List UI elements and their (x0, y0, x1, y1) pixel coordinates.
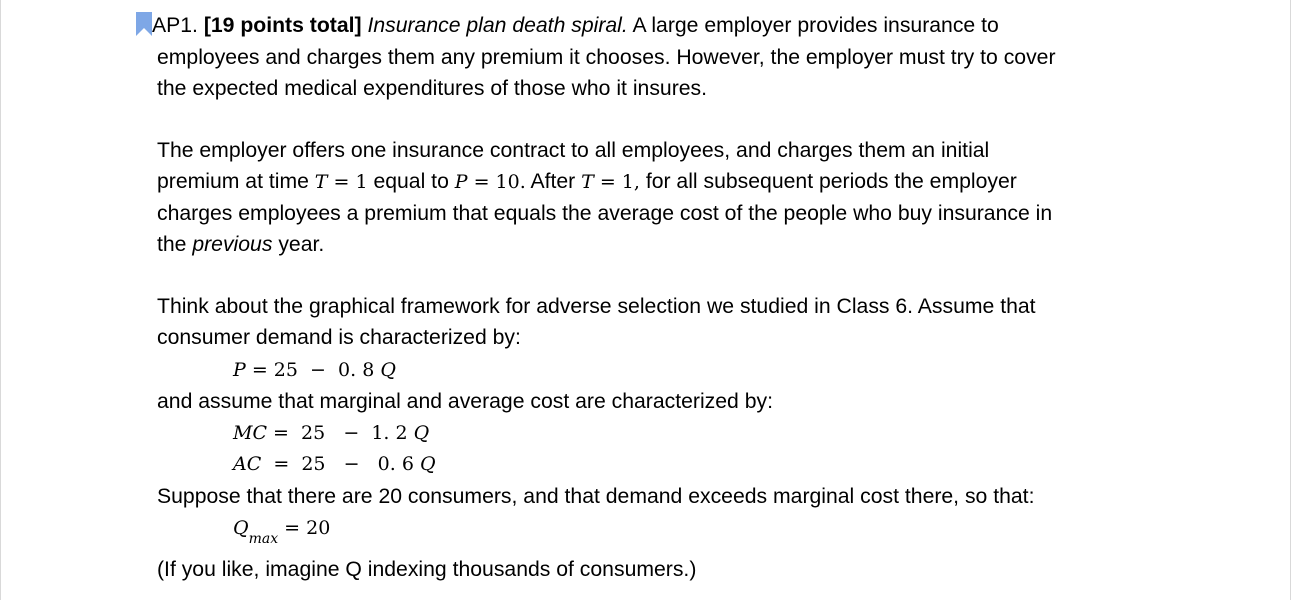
qmax-rhs: = 20 (278, 517, 331, 539)
page-left-border (0, 0, 1, 600)
ac-var: Q (419, 453, 436, 475)
contract-line-4 (157, 229, 324, 260)
framework-line-1: Think about the graphical framework for adverse selection we studied in Class 6. Assume that (157, 295, 1036, 318)
contract-text-e: the (157, 233, 193, 256)
mc-rhs: = 25 − 1. 2 (267, 422, 414, 444)
framework-line-2: consumer demand is characterized by: (157, 326, 521, 349)
contract-text-f: year. (272, 233, 325, 256)
framework-line-3: and assume that marginal and average cost are characterized by: (157, 390, 773, 413)
problem-label: AP1. (152, 14, 198, 37)
demand-rhs: = 25 − 0. 8 (245, 359, 381, 381)
math-P: P (454, 171, 468, 193)
intro-line-2: employees and charges them any premium it chooses. However, the employer must try to cover (157, 46, 1056, 69)
math-T: T (314, 171, 328, 193)
contract-line-2 (157, 166, 1017, 198)
bookmark-icon[interactable] (136, 12, 152, 36)
points-label: [19 points total] (203, 14, 362, 37)
demand-lhs: P (233, 359, 246, 381)
contract-text-d: for all subsequent periods the employer (639, 170, 1017, 193)
mc-lhs: MC (233, 422, 267, 444)
contract-text-a: premium at time (157, 170, 309, 193)
ac-equation (233, 449, 436, 479)
problem-heading-line (152, 10, 999, 41)
math-eq-10: = 10. (467, 171, 526, 193)
contract-line-3: charges employees a premium that equals the average cost of the people who buy insurance in (157, 202, 1053, 225)
problem-title: Insurance plan death spiral. (367, 14, 628, 37)
page-right-border (1290, 0, 1291, 600)
mc-var: Q (413, 422, 430, 444)
demand-var: Q (380, 359, 396, 381)
math-eq-1: = 1 (327, 171, 368, 193)
qmax-equation (233, 513, 330, 545)
previous-emphasis: previous (192, 233, 273, 256)
intro-text: A large employer provides insurance to (632, 14, 999, 37)
contract-text-b: equal to (367, 170, 455, 193)
ac-rhs: = 25 − 0. 6 (261, 453, 420, 475)
intro-line-3: the expected medical expenditures of those who it insures. (157, 77, 708, 100)
framework-line-5: (If you like, imagine Q indexing thousands of consumers.) (157, 558, 697, 581)
mc-equation (233, 418, 429, 448)
framework-line-4: Suppose that there are 20 consumers, and that demand exceeds marginal cost there, so that: (157, 485, 1035, 508)
qmax-subscript: max (248, 531, 279, 547)
math-eq-1b: = 1, (593, 171, 640, 193)
contract-text-c: After (525, 170, 582, 193)
demand-equation (233, 355, 396, 385)
math-T-2: T (581, 171, 594, 193)
contract-line-1: The employer offers one insurance contract to all employees, and charges them an initial (157, 139, 990, 162)
ac-lhs: AC (233, 453, 262, 475)
qmax-lhs: Q (233, 517, 249, 539)
